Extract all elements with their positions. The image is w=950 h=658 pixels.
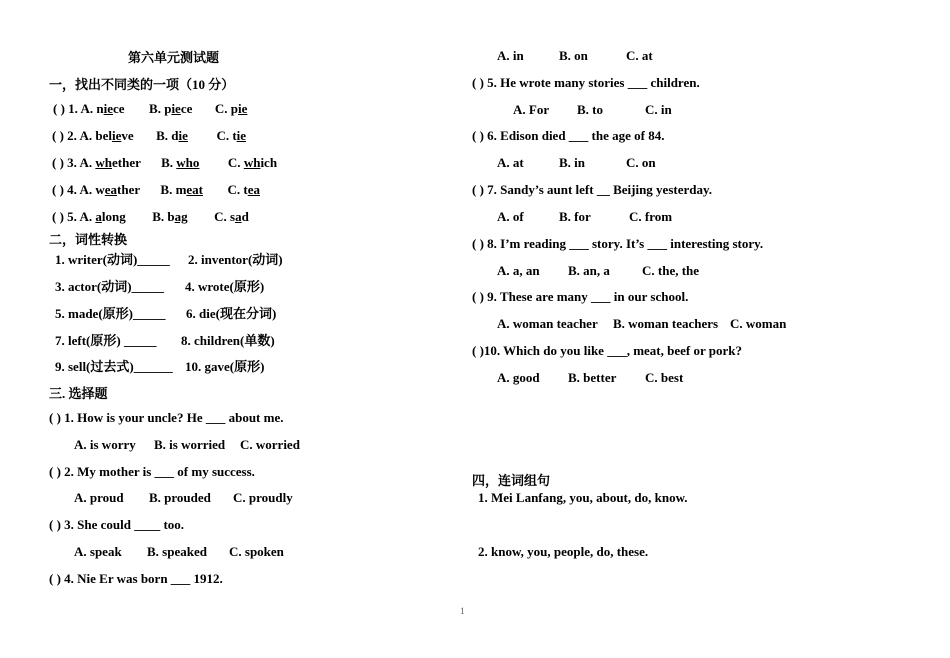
s1-item-3: ( ) 3. A. whether B. who C. which (52, 155, 278, 170)
s1-item-3-a: A. whether (79, 155, 141, 170)
s3-q5-opt-b: B. to (577, 102, 603, 117)
s3-q2: ( ) 2. My mother is ___ of my success. (49, 464, 255, 479)
s3-q7-opt-c: C. from (629, 209, 673, 224)
s2-row-3-left: 5. made(原形)_____ (55, 306, 166, 321)
s3-q3: ( ) 3. She could ____ too. (49, 517, 185, 532)
s1-item-2-b: B. die (156, 128, 188, 143)
s3-q4-opt-a: A. in (497, 48, 524, 63)
s3-q1-opt-b: B. is worried (154, 437, 226, 452)
s3-q10-options (497, 370, 683, 386)
s1-item-4-b: B. meat (160, 182, 204, 197)
section3-heading: 三. 选择题 (49, 386, 108, 401)
s3-q8-opt-b: B. an, a (568, 263, 610, 278)
s1-item-5-a: A. along (79, 209, 126, 224)
s1-item-2-a: A. believe (79, 128, 134, 143)
s1-item-1-c: C. pie (214, 101, 248, 116)
s2-row-2-left: 3. actor(动词)_____ (55, 279, 165, 294)
s1-item-4-a: A. weather (79, 182, 140, 197)
s3-q2-opt-a: A. proud (74, 490, 124, 505)
s1-item-3-b: B. who (161, 155, 200, 170)
s1-item-5-c: C. sad (214, 209, 249, 224)
s1-item-2-c: C. tie (216, 128, 247, 143)
s3-q9: ( ) 9. These are many ___ in our school. (472, 289, 689, 304)
s3-q5: ( ) 5. He wrote many stories ___ children. (472, 75, 700, 90)
s3-q10-opt-b: B. better (568, 370, 617, 385)
s3-q6-opt-c: C. on (626, 155, 656, 170)
section1-heading: 一，找出不同类的一项（10 分） (49, 77, 235, 92)
s3-q9-options (497, 316, 786, 332)
section4-heading: 四，连词组句 (472, 473, 551, 488)
s3-q7-options (497, 209, 672, 225)
s3-q2-opt-b: B. prouded (149, 490, 211, 505)
s3-q9-opt-b: B. woman teachers (613, 316, 719, 331)
s3-q6-opt-a: A. at (497, 155, 524, 170)
s2-row-5-right: 10. gave(原形) (185, 359, 265, 374)
page-title: 第六单元测试题 (128, 50, 220, 65)
s3-q4-opt-c: C. at (626, 48, 653, 63)
s3-q6: ( ) 6. Edison died ___ the age of 84. (472, 128, 665, 143)
s2-row-3-right: 6. die(现在分词) (186, 306, 277, 321)
s3-q10-opt-a: A. good (497, 370, 540, 385)
s3-q7-opt-a: A. of (497, 209, 524, 224)
s3-q6-opt-b: B. in (559, 155, 586, 170)
s3-q9-opt-c: C. woman (730, 316, 787, 331)
s3-q8-options (497, 263, 699, 279)
s4-item-2: 2. know, you, people, do, these. (478, 544, 649, 559)
s1-item-1-a: A. niece (80, 101, 125, 116)
s2-row-5-left: 9. sell(过去式)______ (55, 359, 173, 374)
s3-q4-options (497, 48, 653, 64)
s3-q7-opt-b: B. for (559, 209, 591, 224)
s4-item-1: 1. Mei Lanfang, you, about, do, know. (478, 490, 688, 505)
s3-q1-opt-a: A. is worry (74, 437, 136, 452)
s3-q3-options (74, 544, 284, 560)
s3-q5-opt-a: A. For (513, 102, 550, 117)
s1-item-3-c: C. which (227, 155, 278, 170)
s3-q1-opt-c: C. worried (240, 437, 300, 452)
s3-q2-opt-c: C. proudly (233, 490, 293, 505)
s2-row-1-right: 2. inventor(动词) (188, 252, 283, 267)
s3-q3-opt-a: A. speak (74, 544, 122, 559)
s2-row-4-left: 7. left(原形) _____ (55, 333, 157, 348)
s3-q2-options (74, 490, 293, 506)
s3-q10-opt-c: C. best (645, 370, 684, 385)
page-number: 1 (460, 606, 465, 616)
s3-q7: ( ) 7. Sandy’s aunt left __ Beijing yesterday. (472, 182, 713, 197)
s3-q5-options (513, 102, 672, 118)
s1-item-4-c: C. tea (227, 182, 261, 197)
s3-q3-opt-c: C. spoken (229, 544, 284, 559)
s3-q9-opt-a: A. woman teacher (497, 316, 598, 331)
s1-item-4: ( ) 4. A. weather B. meat C. tea (52, 182, 261, 197)
s3-q3-opt-b: B. speaked (147, 544, 207, 559)
s3-q1-options (74, 437, 300, 453)
s3-q4: ( ) 4. Nie Er was born ___ 1912. (49, 571, 223, 586)
s1-item-1-b: B. piece (149, 101, 193, 116)
s3-q6-options (497, 155, 656, 171)
s1-item-1: ( ) 1. A. niece B. piece C. pie (53, 101, 248, 116)
s3-q4-opt-b: B. on (559, 48, 588, 63)
s3-q8-opt-c: C. the, the (642, 263, 700, 278)
s1-item-5-b: B. bag (152, 209, 188, 224)
s1-item-5: ( ) 5. A. along B. bag C. sad (52, 209, 249, 224)
s2-row-2-right: 4. wrote(原形) (185, 279, 265, 294)
s3-q8-opt-a: A. a, an (497, 263, 540, 278)
s3-q10: ( )10. Which do you like ___, meat, beef or pork? (472, 343, 742, 358)
s3-q5-opt-c: C. in (645, 102, 672, 117)
s3-q8: ( ) 8. I’m reading ___ story. It’s ___ interesting story. (472, 236, 764, 251)
s1-item-2: ( ) 2. A. believe B. die C. tie (52, 128, 247, 143)
s3-q1: ( ) 1. How is your uncle? He ___ about me. (49, 410, 284, 425)
s2-row-4-right: 8. children(单数) (181, 333, 275, 348)
s2-row-1-left: 1. writer(动词)_____ (55, 252, 170, 267)
section2-heading: 二，词性转换 (49, 232, 128, 247)
